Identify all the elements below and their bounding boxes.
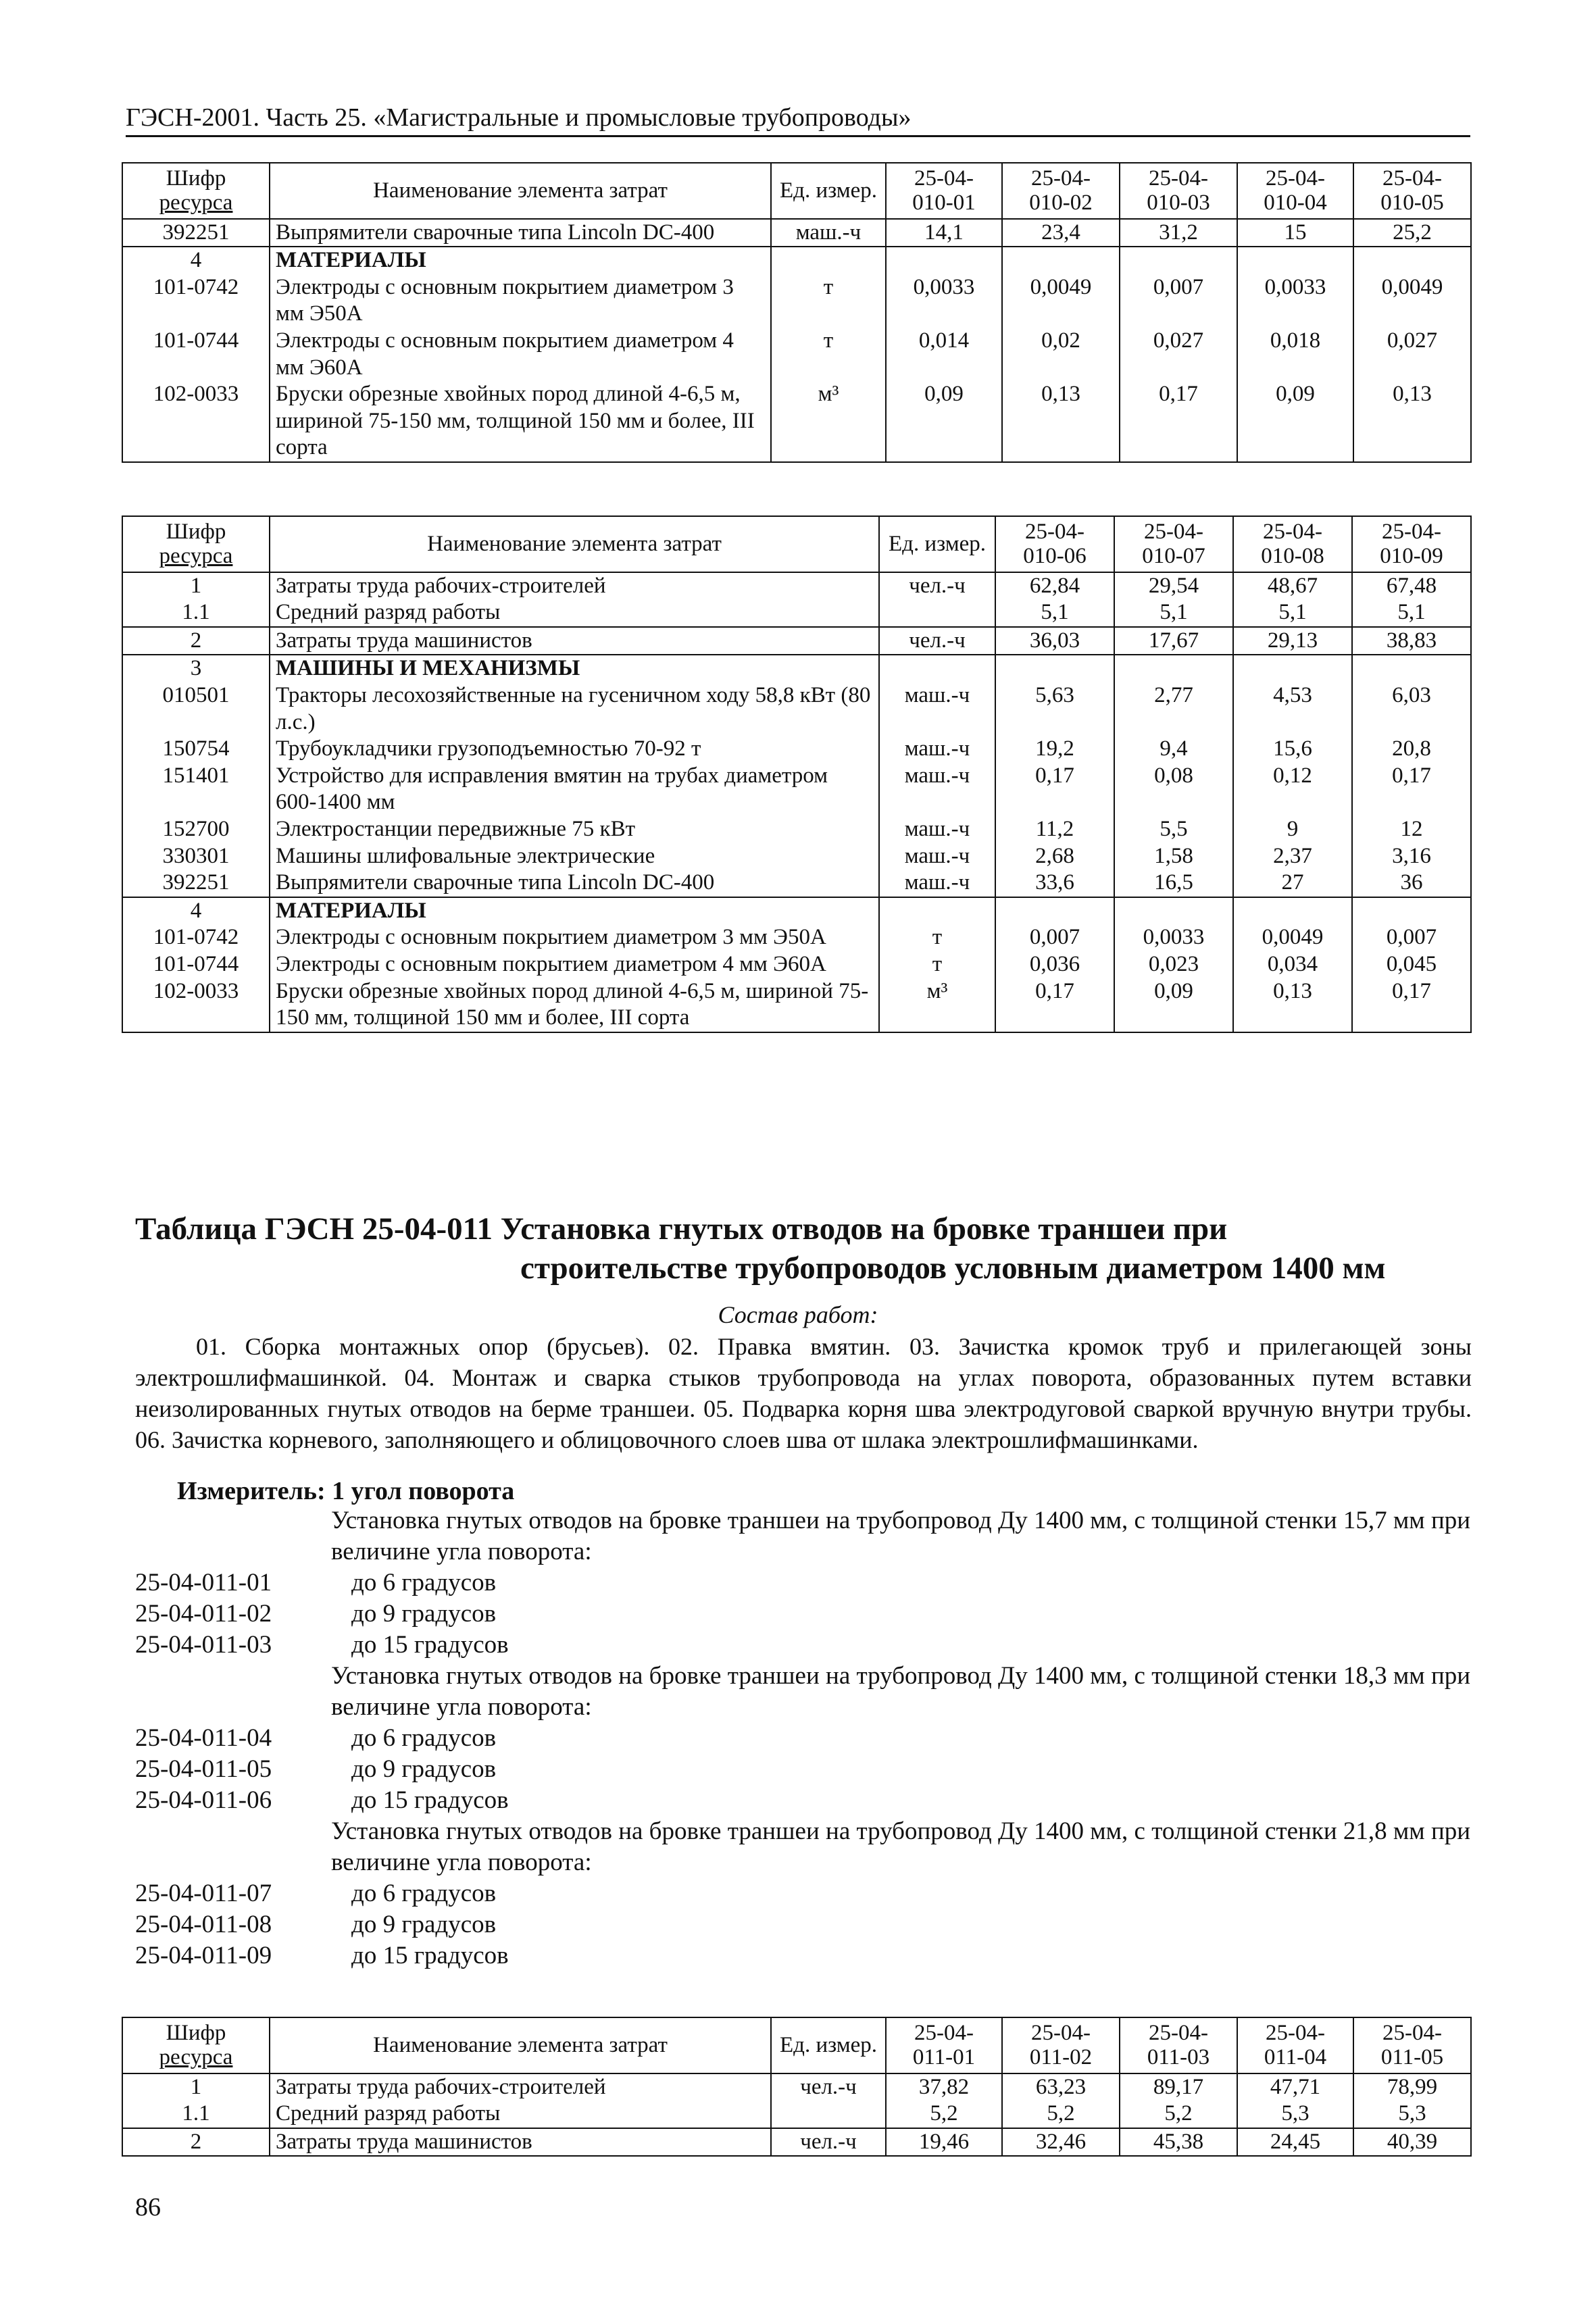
table-row: 1 Затраты труда рабочих-строителей чел.-ч 62,84 29,54 48,67 67,48 [122, 572, 1471, 600]
table-row: 1.1 Средний разряд работы 5,1 5,1 5,1 5,1 [122, 599, 1471, 627]
table-row: 2 Затраты труда машинистов чел.-ч 36,03 17,67 29,13 38,83 [122, 627, 1471, 655]
col-header-unit: Ед. измер. [771, 2017, 886, 2073]
table-section-row: 4 МАТЕРИАЛЫ [122, 247, 1471, 274]
table-title-line2: строительстве трубопроводов условным диаметром 1400 мм [520, 1251, 1386, 1286]
col-header-norm: 25-04- 010-01 [886, 163, 1002, 219]
list-item: 25-04-011-09 до 15 градусов [135, 1942, 509, 1969]
list-item: 25-04-011-08 до 9 градусов [135, 1911, 497, 1938]
table-row: 150754 Трубоукладчики грузоподъемностью 70-92 т маш.-ч 19,2 9,4 15,6 20,8 [122, 736, 1471, 763]
table-row: 1 Затраты труда рабочих-строителей чел.-ч 37,82 63,23 89,17 47,71 78,99 [122, 2073, 1471, 2101]
table-row: 392251 Выпрямители сварочные типа Lincoln DC-400 маш.-ч 14,1 23,4 31,2 15 25,2 [122, 219, 1471, 247]
list-item: 25-04-011-07 до 6 градусов [135, 1880, 497, 1907]
list-item: 25-04-011-05 до 9 градусов [135, 1755, 497, 1783]
table-row: 101-0742 Электроды с основным покрытием диаметром 3 мм Э50А т 0,0033 0,0049 0,007 0,0033 0,0049 [122, 274, 1471, 328]
table-row: 101-0744 Электроды с основным покрытием диаметром 4 мм Э60А т 0,036 0,023 0,034 0,045 [122, 951, 1471, 978]
table-row: 392251 Выпрямители сварочные типа Lincoln DC-400 маш.-ч 33,6 16,5 27 36 [122, 870, 1471, 897]
table-row: 102-0033 Бруски обрезные хвойных пород длиной 4-6,5 м, шириной 75-150 мм, толщиной 150 мм и более, III сорта м³ 0,09 0,13 0,17 0,09 0,13 [122, 381, 1471, 462]
col-header-norm: 25-04- 011-04 [1237, 2017, 1353, 2073]
resource-table-010-01-05 [122, 162, 1472, 463]
col-header-norm: 25-04- 011-01 [886, 2017, 1002, 2073]
col-header-unit: Ед. измер. [879, 516, 995, 572]
col-header-code: Шифр ресурса [122, 163, 270, 219]
col-header-name: Наименование элемента затрат [270, 163, 771, 219]
table-section-row: 4 МАТЕРИАЛЫ [122, 897, 1471, 925]
col-header-norm: 25-04- 011-05 [1353, 2017, 1471, 2073]
variants-list [135, 1505, 1472, 1971]
col-header-norm: 25-04- 010-03 [1120, 163, 1237, 219]
col-header-name: Наименование элемента затрат [270, 516, 879, 572]
variant-group-desc: Установка гнутых отводов на бровке траншеи на трубопровод Ду 1400 мм, с толщиной стенки 21,8 мм при величине угла поворота: [331, 1817, 1471, 1876]
col-header-norm: 25-04- 010-04 [1237, 163, 1353, 219]
list-item: 25-04-011-03 до 15 градусов [135, 1631, 509, 1659]
composition-text: 01. Сборка монтажных опор (брусьев). 02. Правка вмятин. 03. Зачистка кромок труб и прилегающей зоны электрошлифмашинкой. 04. Монтаж и сварка стыков трубопровода на углах поворота, образованных путем вставки неизолированных гнутых отводов на берме траншеи. 05. Подварка корня шва электродуговой сваркой вручную внутри трубы. 06. Зачистка корневого, заполняющего и облицовочного слоев шва от шлака электрошлифмашинками. [135, 1333, 1472, 1453]
running-header: ГЭСН-2001. Часть 25. «Магистральные и промысловые трубопроводы» [126, 103, 1470, 137]
list-item: 25-04-011-06 до 15 градусов [135, 1786, 509, 1814]
col-header-norm: 25-04- 011-02 [1002, 2017, 1120, 2073]
meter-label: Измеритель: 1 угол поворота [177, 1477, 515, 1505]
col-header-norm: 25-04- 010-06 [995, 516, 1114, 572]
variant-group-desc: Установка гнутых отводов на бровке траншеи на трубопровод Ду 1400 мм, с толщиной стенки 18,3 мм при величине угла поворота: [331, 1662, 1471, 1721]
col-header-norm: 25-04- 010-05 [1353, 163, 1471, 219]
table-row: 330301 Машины шлифовальные электрические маш.-ч 2,68 1,58 2,37 3,16 [122, 843, 1471, 870]
col-header-norm: 25-04- 010-02 [1002, 163, 1120, 219]
table-title [135, 1209, 1473, 1288]
col-header-name: Наименование элемента затрат [270, 2017, 771, 2073]
list-item: 25-04-011-02 до 9 градусов [135, 1600, 497, 1628]
resource-table-010-06-09 [122, 515, 1472, 1033]
table-title-line1: Таблица ГЭСН 25-04-011 Установка гнутых отводов на бровке траншеи при [135, 1211, 1228, 1247]
table-row: 102-0033 Бруски обрезные хвойных пород длиной 4-6,5 м, шириной 75-150 мм, толщиной 150 мм и более, III сорта м³ 0,17 0,09 0,13 0,17 [122, 978, 1471, 1032]
table-row: 151401 Устройство для исправления вмятин на трубах диаметром 600-1400 мм маш.-ч 0,17 0,08 0,12 0,17 [122, 763, 1471, 816]
list-item: 25-04-011-04 до 6 градусов [135, 1724, 497, 1752]
col-header-norm: 25-04- 010-09 [1352, 516, 1471, 572]
page-number: 86 [135, 2193, 161, 2221]
col-header-code: Шифр ресурса [122, 516, 270, 572]
table-row: 2 Затраты труда машинистов чел.-ч 19,46 32,46 45,38 24,45 40,39 [122, 2128, 1471, 2157]
composition-label: Состав работ: [718, 1301, 878, 1328]
variant-group-desc: Установка гнутых отводов на бровке траншеи на трубопровод Ду 1400 мм, с толщиной стенки 15,7 мм при величине угла поворота: [331, 1507, 1471, 1565]
col-header-unit: Ед. измер. [771, 163, 886, 219]
table-row: 101-0744 Электроды с основным покрытием диаметром 4 мм Э60А т 0,014 0,02 0,027 0,018 0,027 [122, 328, 1471, 381]
table-row: 152700 Электростанции передвижные 75 кВт маш.-ч 11,2 5,5 9 12 [122, 816, 1471, 843]
table-row: 010501 Тракторы лесохозяйственные на гусеничном ходу 58,8 кВт (80 л.с.) маш.-ч 5,63 2,77 4,53 6,03 [122, 682, 1471, 736]
col-header-norm: 25-04- 010-07 [1114, 516, 1233, 572]
list-item: 25-04-011-01 до 6 градусов [135, 1569, 497, 1596]
table-section-row: 3 МАШИНЫ И МЕХАНИЗМЫ [122, 655, 1471, 682]
col-header-norm: 25-04- 011-03 [1120, 2017, 1237, 2073]
col-header-code: Шифр ресурса [122, 2017, 270, 2073]
table-row: 101-0742 Электроды с основным покрытием диаметром 3 мм Э50А т 0,007 0,0033 0,0049 0,007 [122, 924, 1471, 951]
table-row: 1.1 Средний разряд работы 5,2 5,2 5,2 5,3 5,3 [122, 2101, 1471, 2128]
col-header-norm: 25-04- 010-08 [1233, 516, 1352, 572]
resource-table-011-01-05 [122, 2017, 1472, 2157]
